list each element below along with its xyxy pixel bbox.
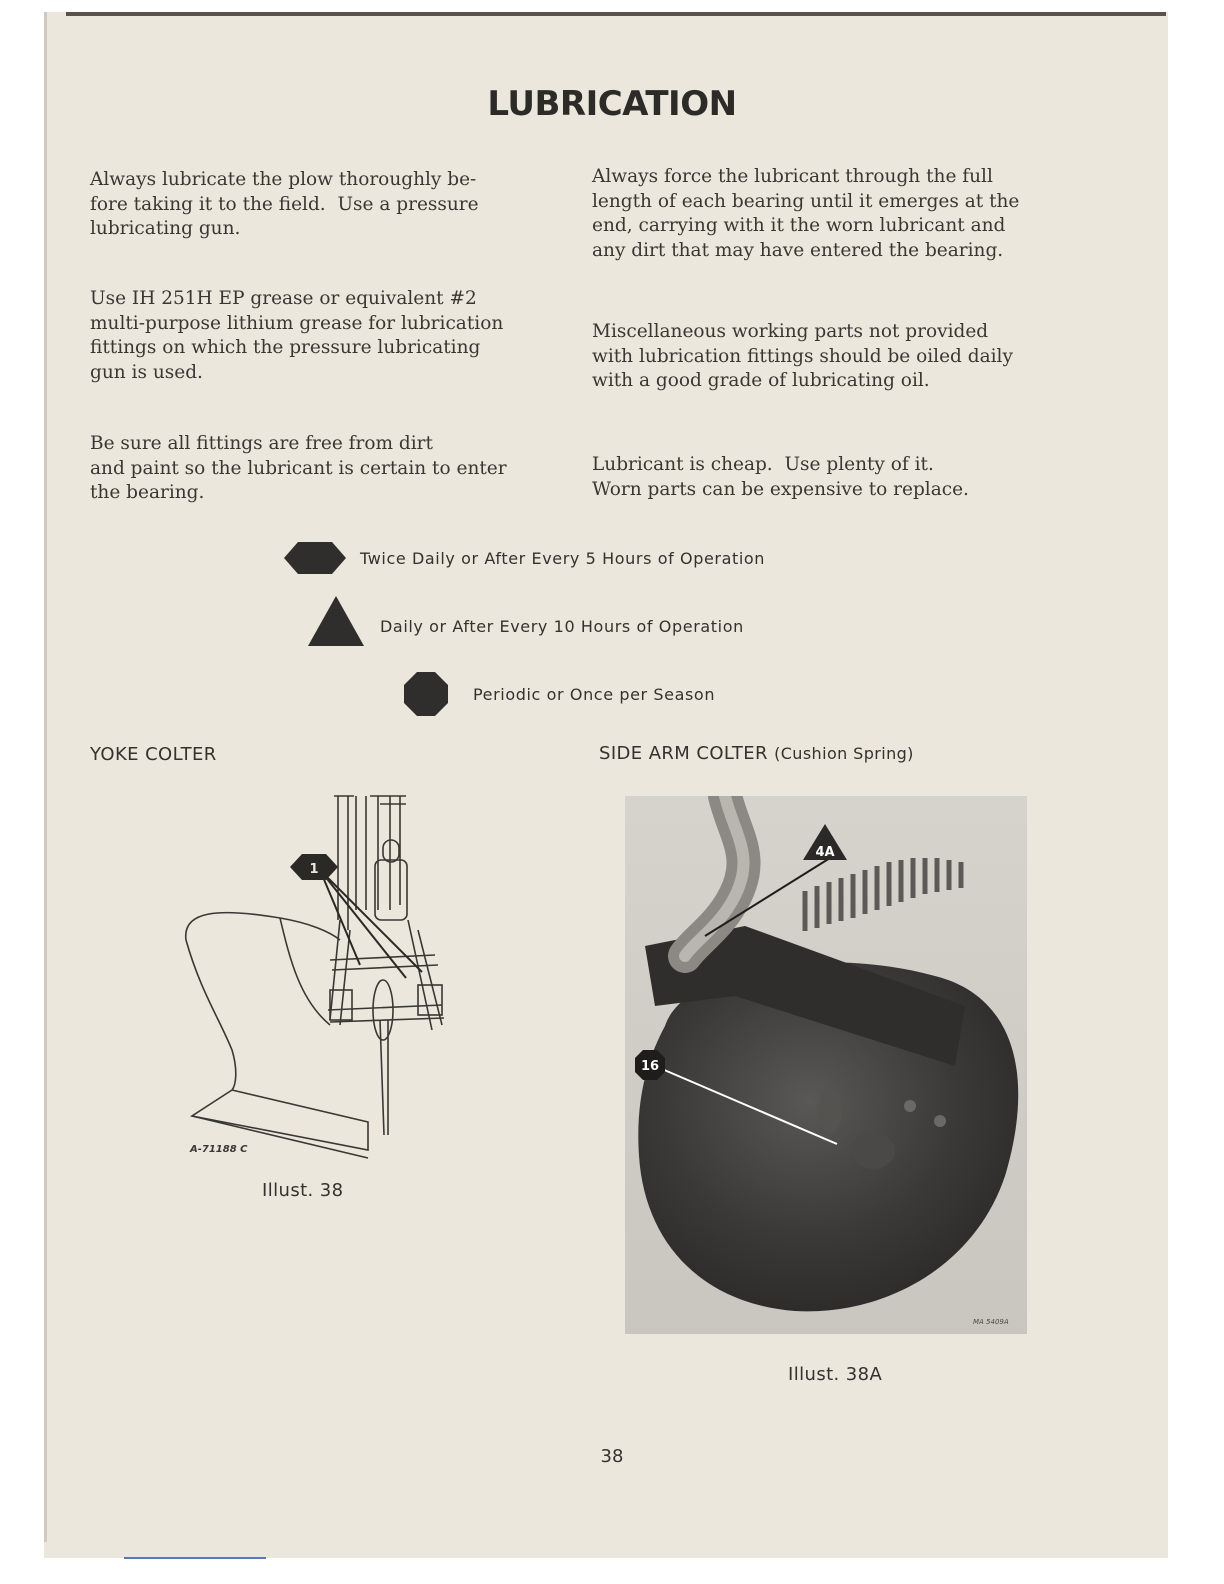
legend-item-twice-daily bbox=[284, 540, 765, 576]
figure-heading-yoke-colter: YOKE COLTER bbox=[90, 744, 217, 765]
paragraph-misc-parts bbox=[592, 320, 1082, 394]
heading-sub: (Cushion Spring) bbox=[774, 744, 914, 763]
paragraph-text: Always lubricate the plow thoroughly be- fore taking it to the field. Use a pressure lubricating gun. bbox=[90, 169, 479, 239]
paragraph-lubricate-before-field bbox=[90, 168, 570, 242]
figure-code: MA 5409A bbox=[973, 1318, 1009, 1326]
figure-caption-right: Illust. 38A bbox=[788, 1364, 883, 1385]
binding-edge bbox=[44, 12, 47, 1542]
paragraph-force-lubricant bbox=[592, 165, 1082, 263]
yoke-colter-illustration bbox=[180, 790, 460, 1170]
legend-item-daily bbox=[308, 596, 744, 646]
page-number: 38 bbox=[600, 1446, 624, 1467]
triangle-icon bbox=[308, 596, 364, 646]
paragraph-text: Use IH 251H EP grease or equivalent #2 multi-purpose lithium grease for lubrication fittings on which the pressure lubricating gun is used. bbox=[90, 288, 504, 383]
legend-label: Twice Daily or After Every 5 Hours of Operation bbox=[360, 548, 766, 568]
paragraph-grease-spec bbox=[90, 287, 570, 385]
hexagon-icon bbox=[284, 540, 346, 576]
callout-number: 4A bbox=[815, 845, 835, 860]
figure-heading-side-arm-colter bbox=[599, 743, 914, 764]
heading-main: SIDE ARM COLTER bbox=[599, 743, 768, 764]
callout-number: 16 bbox=[640, 1059, 660, 1074]
paragraph-text: Be sure all fittings are free from dirt and paint so the lubricant is certain to enter the bearing. bbox=[90, 433, 507, 503]
octagon-icon bbox=[404, 672, 448, 716]
photo-rendering bbox=[625, 796, 1027, 1334]
figure-caption-left: Illust. 38 bbox=[262, 1180, 344, 1201]
legend-label: Daily or After Every 10 Hours of Operation bbox=[380, 616, 744, 636]
callout-number: 1 bbox=[309, 862, 319, 877]
legend-item-periodic bbox=[404, 672, 715, 716]
top-rule bbox=[66, 12, 1166, 16]
paragraph-clean-fittings bbox=[90, 432, 570, 506]
paragraph-text: Lubricant is cheap. Use plenty of it. Worn parts can be expensive to replace. bbox=[592, 454, 969, 500]
legend-label: Periodic or Once per Season bbox=[473, 684, 716, 704]
footer-rule bbox=[124, 1557, 266, 1559]
figure-code: A-71188 C bbox=[190, 1144, 248, 1155]
paragraph-text: Always force the lubricant through the full length of each bearing until it emerges at the end, carrying with it the worn lubricant and any dirt that may have entered the bearing. bbox=[592, 166, 1020, 261]
paragraph-text: Miscellaneous working parts not provided with lubrication fittings should be oiled daily with a good grade of lubricating oil. bbox=[592, 321, 1013, 391]
page-title: LUBRICATION bbox=[487, 84, 737, 124]
paragraph-lubricant-cheap bbox=[592, 453, 1082, 502]
side-arm-colter-photo bbox=[625, 796, 1027, 1334]
